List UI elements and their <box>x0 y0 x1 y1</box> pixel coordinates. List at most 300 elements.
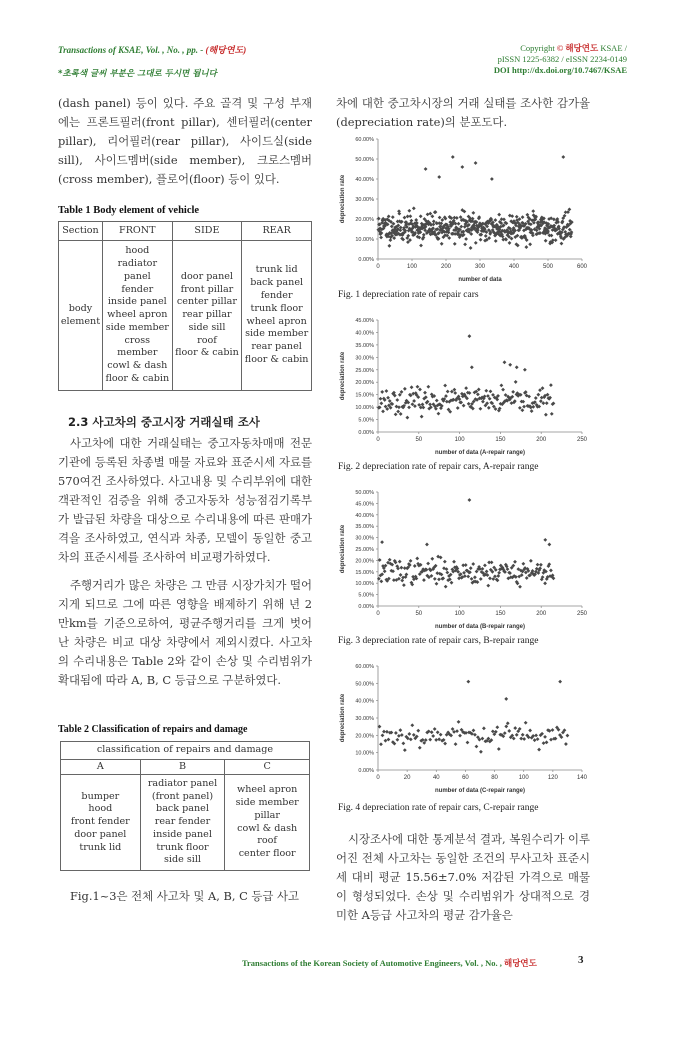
y-tick-label: 30.00% <box>355 355 374 362</box>
copyright-prefix: Copyright <box>520 43 555 53</box>
data-point <box>385 730 389 734</box>
y-tick-label: 30.00% <box>355 535 374 542</box>
table1-header-rear: REAR <box>242 222 312 241</box>
data-point <box>521 562 525 566</box>
data-point <box>550 412 554 416</box>
data-point <box>407 405 411 409</box>
data-point <box>543 538 547 542</box>
y-axis-title: depreciation rate <box>340 351 346 401</box>
data-point <box>551 728 555 732</box>
data-point <box>433 577 437 581</box>
data-point <box>486 584 490 588</box>
data-point <box>515 365 519 369</box>
data-point <box>379 742 383 746</box>
x-tick-label: 100 <box>406 264 418 270</box>
data-point <box>422 233 426 237</box>
y-tick-label: 40.00% <box>355 330 374 337</box>
x-tick-label: 0 <box>376 437 380 443</box>
data-point <box>506 721 510 725</box>
table2-header: classification of repairs and damage <box>61 742 310 760</box>
x-tick-label: 50 <box>415 611 423 617</box>
data-point <box>399 566 403 570</box>
right-intro-paragraph: 차에 대한 중고차시장의 거래 실태를 조사한 감가율(depreciation rate)의 분포도다. <box>336 96 590 129</box>
data-point <box>452 560 456 564</box>
x-axis-title: number of data (A-repair range) <box>434 450 526 456</box>
data-point <box>379 401 383 405</box>
data-point <box>499 383 503 387</box>
footer-year-placeholder: 해당연도 <box>504 958 537 968</box>
data-point <box>451 155 455 159</box>
data-point <box>524 721 528 725</box>
data-point <box>397 734 401 738</box>
data-point <box>398 393 402 397</box>
data-point <box>443 742 447 746</box>
x-tick-label: 60 <box>462 775 469 781</box>
data-point <box>469 246 473 250</box>
data-point <box>545 740 549 744</box>
data-point <box>519 737 523 741</box>
data-point <box>484 234 488 238</box>
data-point <box>428 212 432 216</box>
data-point <box>380 540 384 544</box>
data-point <box>549 738 553 742</box>
data-point <box>423 391 427 395</box>
data-point <box>403 748 407 752</box>
data-point <box>473 575 477 579</box>
y-tick-label: 50.00% <box>355 157 374 163</box>
x-tick-label: 200 <box>536 437 547 443</box>
data-point <box>396 410 400 414</box>
data-point <box>454 742 458 746</box>
x-tick-label: 100 <box>454 437 465 443</box>
data-point <box>402 583 406 587</box>
data-point <box>471 211 475 215</box>
data-point <box>536 563 540 567</box>
data-point <box>407 732 411 736</box>
data-point <box>418 746 422 750</box>
x-tick-label: 140 <box>576 775 588 781</box>
table1-header-front: FRONT <box>102 222 172 241</box>
data-point <box>507 729 511 733</box>
table2-repairs-classification <box>60 741 310 871</box>
data-point <box>464 563 468 567</box>
table2-col-c: C <box>225 760 310 775</box>
data-point <box>479 577 483 581</box>
data-point <box>420 415 424 419</box>
journal-header-right <box>494 43 627 76</box>
y-tick-label: 60.00% <box>355 664 374 670</box>
table2-cell-a: bumper hood front fender door panel trunk lid <box>61 775 141 871</box>
data-point <box>463 242 467 246</box>
data-point <box>443 384 447 388</box>
data-point <box>467 498 471 502</box>
data-point <box>446 390 450 394</box>
data-point <box>431 734 435 738</box>
data-point <box>426 562 430 566</box>
x-tick-label: 0 <box>376 611 380 617</box>
data-point <box>397 212 401 216</box>
data-point <box>437 577 441 581</box>
x-tick-label: 0 <box>376 775 380 781</box>
page-number: 3 <box>578 954 584 966</box>
y-tick-label: 30.00% <box>355 197 374 203</box>
y-tick-label: 40.00% <box>355 698 374 705</box>
y-tick-label: 0.00% <box>358 430 374 436</box>
data-point <box>467 334 471 338</box>
data-point <box>554 238 558 242</box>
data-point <box>490 560 494 564</box>
y-tick-label: 10.00% <box>355 750 374 757</box>
x-axis-title: number of data (C-repair range) <box>434 788 526 794</box>
data-point <box>381 409 385 413</box>
data-point <box>537 748 541 752</box>
y-tick-label: 5.00% <box>358 592 374 599</box>
data-point <box>539 563 543 567</box>
figure-1-caption: Fig. 1 depreciation rate of repair cars <box>338 290 479 300</box>
x-tick-label: 200 <box>536 611 547 617</box>
y-tick-label: 20.00% <box>355 733 374 740</box>
left-paragraph-3: Fig.1~3은 전체 사고차 및 A, B, C 등급 사고 <box>70 889 300 903</box>
y-tick-label: 25.00% <box>355 547 374 553</box>
y-tick-label: 0.00% <box>358 604 374 610</box>
data-point <box>508 241 512 245</box>
data-point <box>534 734 538 738</box>
data-point <box>533 738 537 742</box>
data-point <box>521 733 525 737</box>
data-point <box>462 404 466 408</box>
table1-cell-side: door panel front pillar center pillar rear pillar side sill roof floor & cabin <box>172 241 242 391</box>
data-point <box>466 575 470 579</box>
data-point <box>455 216 459 220</box>
data-point <box>497 747 501 751</box>
data-point <box>434 738 438 742</box>
data-point <box>520 408 524 412</box>
data-point <box>395 738 399 742</box>
left-paragraph-1: 사고차에 대한 거래실태는 중고자동차매매 전문기관에 등록된 차종별 매물 자료와 표준시세 자료를 570여건 조사하였다. 사고내용 및 수리부위에 대한 객관적인 검증을 위해 중고자동차 성능점검기록부가 발급된 차량을 대상으로 수리내용에 따른 판매가격을 조사하였고, 연식과 차종, 모델이 동일한 중고차의 표준시세를 조사하여 비교평가하였다. <box>58 436 312 564</box>
data-point <box>502 217 506 221</box>
data-point <box>387 244 391 248</box>
data-point <box>482 726 486 730</box>
data-point <box>515 215 519 219</box>
data-point <box>508 363 512 367</box>
data-point <box>433 727 437 731</box>
x-tick-label: 40 <box>432 775 440 781</box>
data-point <box>426 385 430 389</box>
data-point <box>560 242 564 246</box>
table1-body-elements <box>58 221 312 391</box>
data-point <box>515 733 519 737</box>
table1-header-side: SIDE <box>172 222 242 241</box>
y-tick-label: 15.00% <box>355 569 374 576</box>
data-point <box>528 729 532 733</box>
y-tick-label: 35.00% <box>355 524 374 531</box>
y-axis-title: depreciation rate <box>340 524 346 574</box>
data-point <box>561 155 565 159</box>
table2-col-b: B <box>140 760 225 775</box>
data-point <box>488 576 492 580</box>
data-point <box>479 407 483 411</box>
data-point <box>487 406 491 410</box>
x-axis-title: number of data <box>458 277 502 283</box>
data-point <box>483 563 487 567</box>
data-point <box>497 213 501 217</box>
y-tick-label: 45.00% <box>355 501 374 508</box>
left-paragraph-2: 주행거리가 많은 차량은 그 만큼 시장가치가 떨어지게 되므로 그에 따른 영향을 배제하기 위해 년 2만km를 기준으로하여, 평균주행거리를 크게 벗어난 차량은 비교 대상 차량에서 제외시켰다. 사고차의 수리내용은 Table 2와 같이 손상 및 수리범위가 확대됨에 따라 A, B, C 등급으로 구분하였다. <box>58 578 312 687</box>
y-tick-label: 10.00% <box>355 581 374 588</box>
data-point <box>394 731 398 735</box>
data-point <box>425 543 429 547</box>
data-point <box>473 733 477 737</box>
figure-1-scatter-chart <box>336 133 590 285</box>
table1-header-section: Section <box>59 222 103 241</box>
y-tick-label: 0.00% <box>358 257 374 263</box>
data-point <box>386 396 390 400</box>
y-tick-label: 30.00% <box>355 716 374 722</box>
y-tick-label: 40.00% <box>355 177 374 183</box>
x-axis-title: number of data (B-repair range) <box>434 624 526 630</box>
data-point <box>443 560 447 564</box>
data-point <box>388 558 392 562</box>
data-point <box>469 566 473 570</box>
data-point <box>489 389 493 393</box>
figure-3-caption: Fig. 3 depreciation rate of repair cars, B-repair range <box>338 636 539 646</box>
data-point <box>470 365 474 369</box>
data-point <box>544 239 548 243</box>
data-point <box>379 397 383 401</box>
x-tick-label: 250 <box>576 437 588 443</box>
data-point <box>444 585 448 589</box>
x-tick-label: 400 <box>508 264 520 270</box>
data-point <box>394 412 398 416</box>
data-point <box>459 215 463 219</box>
copyright-line <box>494 43 627 54</box>
data-point <box>437 412 441 416</box>
y-tick-label: 20.00% <box>355 380 374 387</box>
data-point <box>471 562 475 566</box>
data-point <box>547 543 551 547</box>
data-point <box>416 385 420 389</box>
copyright-year: © 해당연도 <box>556 43 599 53</box>
x-tick-label: 600 <box>576 264 588 270</box>
data-point <box>518 406 522 410</box>
data-point <box>523 368 527 372</box>
data-point <box>479 750 483 754</box>
data-point <box>536 393 540 397</box>
table1-cell-rear: trunk lid back panel fender trunk floor wheel apron side member rear panel floor & cabin <box>242 241 312 391</box>
x-tick-label: 300 <box>474 264 486 270</box>
data-point <box>444 394 448 398</box>
data-point <box>457 720 461 724</box>
data-point <box>528 242 532 246</box>
data-point <box>435 399 439 403</box>
data-point <box>485 570 489 574</box>
data-point <box>445 571 449 575</box>
data-point <box>409 737 413 741</box>
table2-caption: Table 2 Classification of repairs and damage <box>58 724 248 735</box>
y-tick-label: 15.00% <box>355 392 374 399</box>
data-point <box>377 217 381 221</box>
data-point <box>495 725 499 729</box>
data-point <box>412 399 416 403</box>
data-point <box>476 392 480 396</box>
data-point <box>379 236 383 240</box>
data-point <box>430 730 434 734</box>
data-point <box>437 175 441 179</box>
data-point <box>456 406 460 410</box>
data-point <box>400 390 404 394</box>
data-point <box>421 406 425 410</box>
data-point <box>543 735 547 739</box>
y-tick-label: 20.00% <box>355 558 374 565</box>
data-point <box>504 697 508 701</box>
data-point <box>450 581 454 585</box>
data-point <box>440 242 444 246</box>
table2-cell-b: radiator panel (front panel) back panel rear fender inside panel trunk floor side sill <box>140 775 225 871</box>
data-point <box>379 579 383 583</box>
copyright-suffix: KSAE / <box>600 43 627 53</box>
data-point <box>412 206 416 210</box>
y-tick-label: 60.00% <box>355 137 374 143</box>
data-point <box>421 403 425 407</box>
data-point <box>496 574 500 578</box>
x-tick-label: 120 <box>547 775 558 781</box>
data-point <box>436 730 440 734</box>
data-point <box>522 405 526 409</box>
data-point <box>545 401 549 405</box>
data-point <box>481 400 485 404</box>
data-point <box>419 244 423 248</box>
data-point <box>513 560 517 564</box>
data-point <box>501 388 505 392</box>
data-point <box>453 242 457 246</box>
data-point <box>467 402 471 406</box>
data-point <box>504 725 508 729</box>
data-point <box>474 241 478 245</box>
footer-journal-name: Transactions of the Korean Society of Automotive Engineers, Vol. , No. , <box>242 958 502 968</box>
data-point <box>415 557 419 561</box>
data-point <box>472 729 476 733</box>
y-tick-label: 25.00% <box>355 367 374 374</box>
right-bottom-paragraph: 시장조사에 대한 통계분석 결과, 복원수리가 이루어진 전체 사고차는 동일한 조건의 무사고차 표준시세 대비 평균 15.56±7.0% 저감된 가격으로 매물이 형성되었다. 손상 및 수리범위가 상대적으로 경미한 A등급 사고차의 평균 감가율은 <box>336 832 590 922</box>
data-point <box>531 209 535 213</box>
table1-caption: Table 1 Body element of vehicle <box>58 205 200 216</box>
table1-cell-front: hood radiator panel fender inside panel wheel apron side member cross member cowl & dash floor & cabin <box>102 241 172 391</box>
table2-cell-c: wheel apron side member pillar cowl & dash roof center floor <box>225 775 310 871</box>
data-point <box>514 380 518 384</box>
data-point <box>464 386 468 390</box>
data-point <box>542 741 546 745</box>
data-point <box>410 723 414 727</box>
data-point <box>391 215 395 219</box>
data-point <box>470 577 474 581</box>
x-tick-label: 50 <box>415 437 423 443</box>
data-point <box>522 737 526 741</box>
data-point <box>430 214 434 218</box>
data-point <box>462 571 466 575</box>
y-tick-label: 50.00% <box>355 490 374 496</box>
x-tick-label: 100 <box>518 775 529 781</box>
data-point <box>405 416 409 420</box>
doi-line: DOI http://dx.doi.org/10.7467/KSAE <box>493 65 627 75</box>
template-note: *초록색 글씨 부분은 그대로 두시면 됩니다 <box>58 69 217 79</box>
y-tick-label: 40.00% <box>355 512 374 519</box>
data-point <box>464 237 468 241</box>
data-point <box>409 219 413 223</box>
data-point <box>403 387 407 391</box>
data-point <box>428 402 432 406</box>
data-point <box>408 214 412 218</box>
journal-header-left <box>58 43 246 56</box>
data-point <box>410 385 414 389</box>
data-point <box>380 390 384 394</box>
data-point <box>503 731 507 735</box>
data-point <box>525 576 529 580</box>
data-point <box>490 177 494 181</box>
data-point <box>543 581 547 585</box>
data-point <box>481 567 485 571</box>
journal-year-placeholder: (해당연도) <box>205 45 247 55</box>
data-point <box>428 738 432 742</box>
data-point <box>566 734 570 738</box>
figure-4-scatter-chart <box>336 660 590 796</box>
data-point <box>458 734 462 738</box>
data-point <box>435 582 439 586</box>
figure-3-scatter-chart <box>336 486 590 632</box>
issn-line: pISSN 1225-6382 / eISSN 2234-0149 <box>497 54 627 64</box>
figure-4-caption: Fig. 4 depreciation rate of repair cars, C-repair range <box>338 803 539 813</box>
data-point <box>534 396 538 400</box>
x-tick-label: 500 <box>542 264 554 270</box>
data-point <box>409 559 413 563</box>
data-point <box>564 742 568 746</box>
y-tick-label: 10.00% <box>355 237 374 243</box>
data-point <box>407 209 411 213</box>
data-point <box>529 559 533 563</box>
data-point <box>398 560 402 564</box>
data-point <box>430 557 434 561</box>
y-tick-label: 5.00% <box>358 417 374 424</box>
table1-row-label: body element <box>59 241 103 391</box>
x-tick-label: 150 <box>495 611 506 617</box>
data-point <box>384 389 388 393</box>
data-point <box>511 390 515 394</box>
journal-title: Transactions of KSAE, Vol. , No. , pp. - <box>58 45 204 55</box>
data-point <box>550 234 554 238</box>
section-heading-2-3: 2.3 사고차의 중고시장 거래실태 조사 <box>68 415 260 429</box>
left-intro-paragraph: (dash panel) 등이 있다. 주요 골격 및 구성 부재에는 프론트필러(front pillar), 센터필러(center pillar), 리어필러(rear pillar), 사이드실(side sill), 사이드멤버(side member), 크로스멤버(cross member), 플로어(floor) 등이 있다. <box>58 96 312 186</box>
data-point <box>377 577 381 581</box>
data-point <box>422 578 426 582</box>
data-point <box>419 214 423 218</box>
data-point <box>484 389 488 393</box>
data-point <box>530 409 534 413</box>
data-point <box>494 239 498 243</box>
data-point <box>558 680 562 684</box>
y-tick-label: 20.00% <box>355 217 374 223</box>
journal-footer <box>242 957 537 969</box>
y-tick-label: 35.00% <box>355 342 374 349</box>
data-point <box>383 569 387 573</box>
data-point <box>475 745 479 749</box>
data-point <box>401 741 405 745</box>
data-point <box>418 388 422 392</box>
data-point <box>536 737 540 741</box>
data-point <box>416 729 420 733</box>
y-tick-label: 50.00% <box>355 681 374 688</box>
figure-2-caption: Fig. 2 depreciation rate of repair cars, A-repair range <box>338 462 539 472</box>
data-point <box>453 391 457 395</box>
data-point <box>399 412 403 416</box>
